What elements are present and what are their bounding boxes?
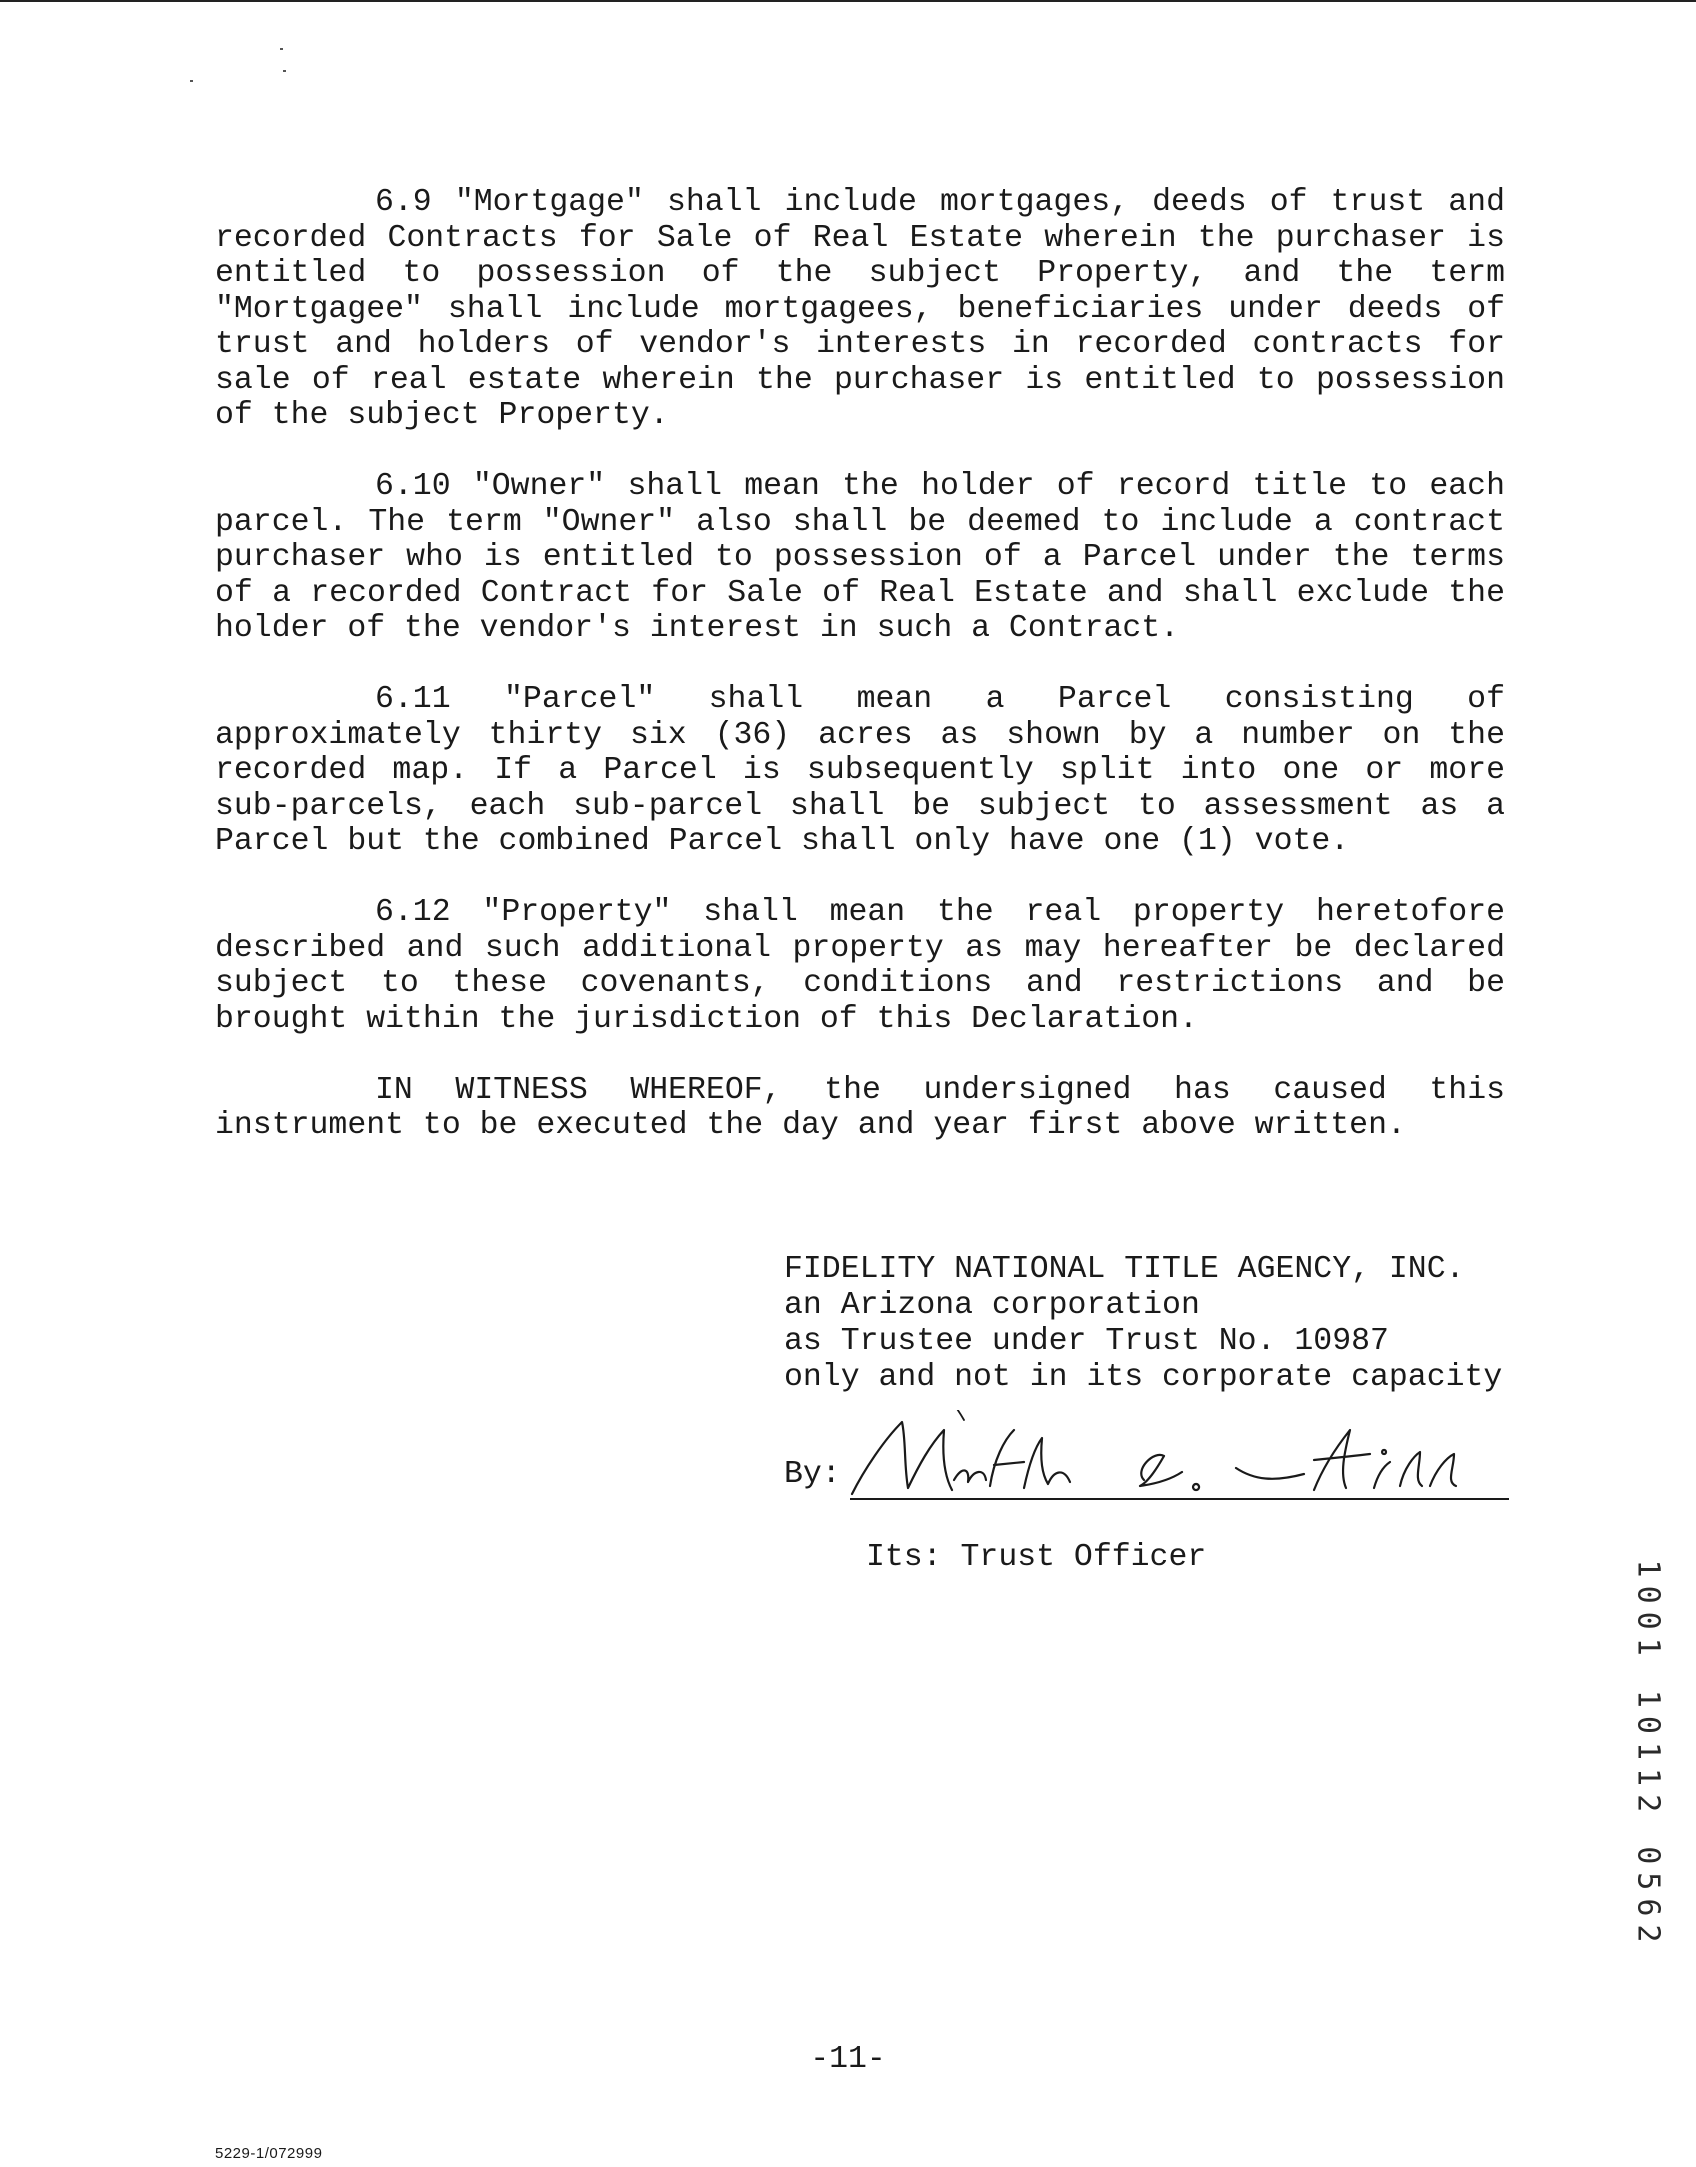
signer-title: Its: Trust Officer [866,1540,1207,1575]
page-number: -11- [810,2042,886,2077]
scan-speck [190,80,193,82]
signature-row [784,1410,1509,1500]
capacity-line: only and not in its corporate capacity [784,1360,1503,1395]
document-body [215,185,1505,1179]
recording-stamp [1628,1559,1668,1951]
company-type: an Arizona corporation [784,1288,1200,1323]
definition-6-9: 6.9 "Mortgage" shall include mortgages, deeds of trust and recorded Contracts for Sale of Real Estate wherein the purchaser is entitled to possession of the subject Property, and the term "Mortgagee" shall include mortgagees, beneficiaries under deeds of trust and holders of vendor's interests in recorded contracts for sale of real estate wherein the purchaser is entitled to possession of the subject Property. [215,185,1505,433]
witness-clause: IN WITNESS WHEREOF, the undersigned has caused this instrument to be executed the day and year first above written. [215,1072,1505,1143]
top-border [0,0,1696,2]
stamp-number: 1001 10112 0562 [1630,1559,1666,1951]
scan-speck [283,70,286,72]
document-code: 5229-1/072999 [215,2145,323,2162]
signatory-block [784,1252,1524,1396]
definition-6-10: 6.10 "Owner" shall mean the holder of record title to each parcel. The term "Owner" also shall be deemed to include a contract purchaser who is entitled to possession of a Parcel under the terms of a recorded Contract for Sale of Real Estate and shall exclude the holder of the vendor's interest in such a Contract. [215,469,1505,646]
handwritten-signature [844,1410,1484,1500]
by-label: By: [784,1457,841,1492]
definition-6-11: 6.11 "Parcel" shall mean a Parcel consisting of approximately thirty six (36) acres as shown by a number on the recorded map. If a Parcel is subsequently split into one or more sub-parcels, each sub-parcel shall be subject to assessment as a Parcel but the combined Parcel shall only have one (1) vote. [215,682,1505,859]
scan-speck [280,48,283,50]
company-name: FIDELITY NATIONAL TITLE AGENCY, INC. [784,1252,1465,1287]
signature-line [850,1498,1509,1500]
definition-6-12: 6.12 "Property" shall mean the real property heretofore described and such additional property as may hereafter be declared subject to these covenants, conditions and restrictions and be brought within the jurisdiction of this Declaration. [215,895,1505,1037]
trustee-line: as Trustee under Trust No. 10987 [784,1324,1389,1359]
